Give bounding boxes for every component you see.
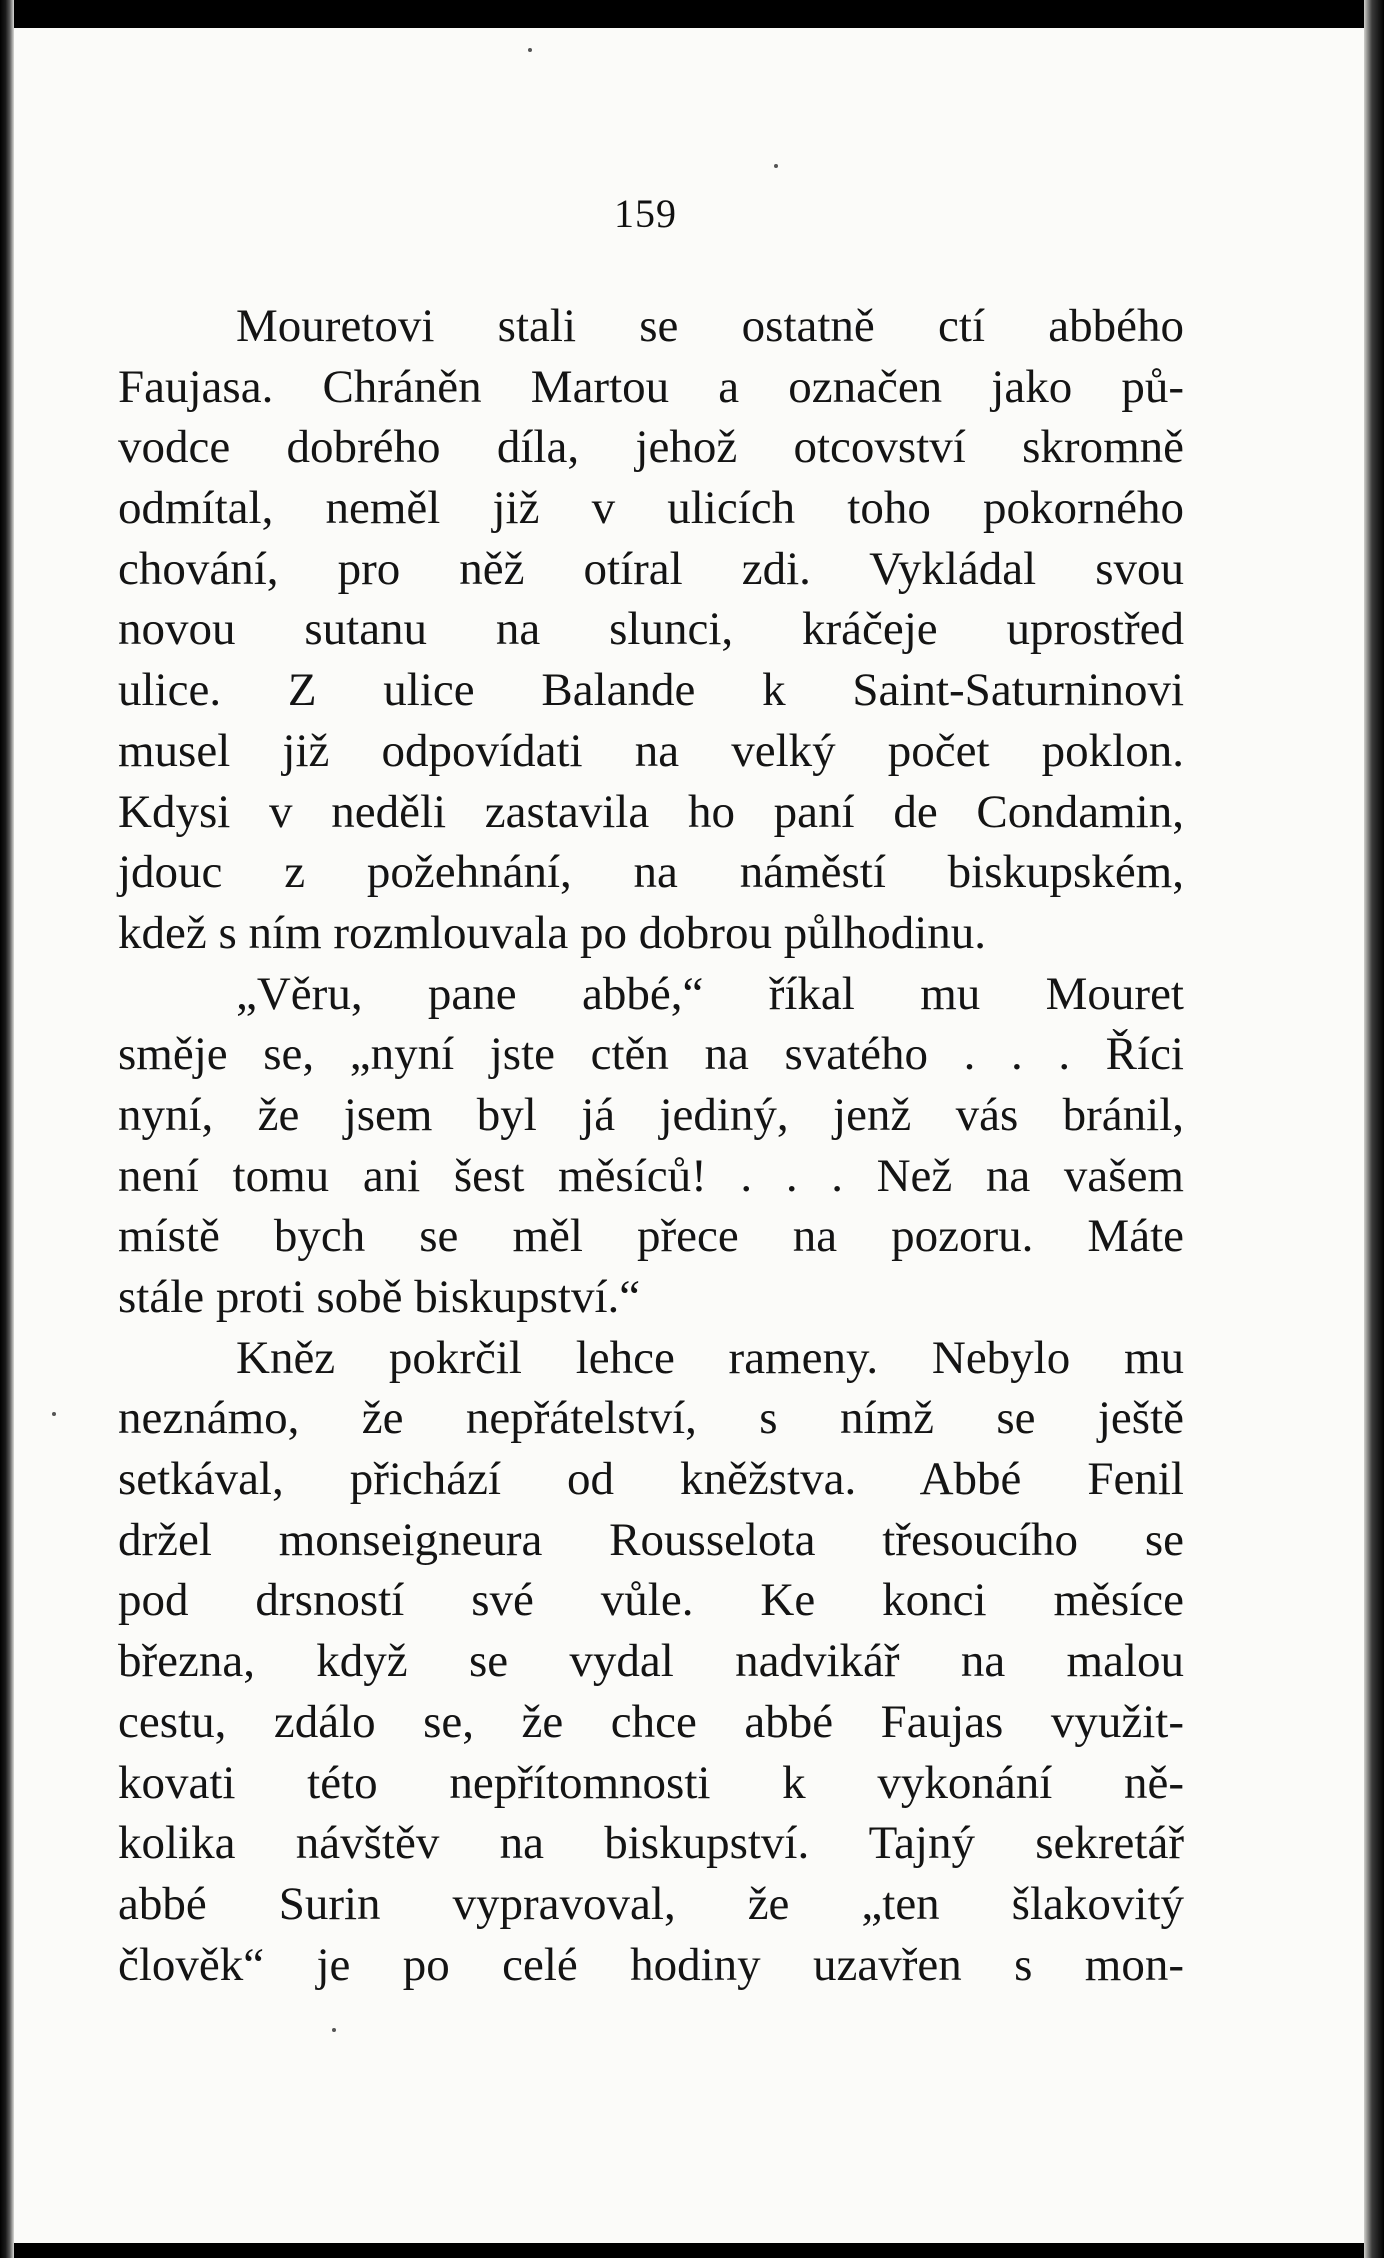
scan-left-edge <box>0 0 14 2258</box>
text-line: jdouc z požehnání, na náměstí biskupském, <box>118 846 1184 899</box>
body-text <box>118 296 1184 1995</box>
text-line: stále proti sobě biskupství.“ <box>118 1271 641 1323</box>
text-line: chování, pro něž otíral zdi. Vykládal svou <box>118 542 1184 595</box>
text-line: „Věru, pane abbé,“ říkal mu Mouret <box>236 967 1184 1020</box>
scan-speck <box>52 1412 56 1416</box>
scan-right-edge <box>1364 0 1384 2258</box>
scan-speck <box>332 2028 336 2032</box>
text-line: ulice. Z ulice Balande k Saint-Saturninovi <box>118 664 1184 717</box>
text-line: odmítal, neměl již v ulicích toho pokorného <box>118 482 1184 535</box>
text-line: vodce dobrého díla, jehož otcovství skromně <box>118 421 1184 474</box>
text-line: Faujasa. Chráněn Martou a označen jako pů- <box>118 360 1184 413</box>
text-line: držel monseigneura Rousselota třesoucího se <box>118 1513 1184 1566</box>
text-line: neznámo, že nepřátelství, s nímž se ještě <box>118 1392 1184 1445</box>
text-line: Mouretovi stali se ostatně ctí abbého <box>236 300 1184 352</box>
text-line: Kdysi v neděli zastavila ho paní de Condamin, <box>118 785 1184 838</box>
text-line: pod drsností své vůle. Ke konci měsíce <box>118 1574 1184 1627</box>
text-line: kovati této nepřítomnosti k vykonání ně- <box>118 1756 1184 1809</box>
text-line: novou sutanu na slunci, kráčeje uprostřed <box>118 603 1184 656</box>
text-line: kolika návštěv na biskupství. Tajný sekretář <box>118 1817 1184 1870</box>
page-number: 159 <box>614 191 677 236</box>
text-line: člověk“ je po celé hodiny uzavřen s mon- <box>118 1938 1184 1991</box>
book-page <box>14 28 1364 2243</box>
text-line: není tomu ani šest měsíců! . . . Než na vašem <box>118 1149 1184 1202</box>
scan-speck <box>774 164 778 168</box>
text-line: abbé Surin vypravoval, že „ten šlakovitý <box>118 1877 1184 1930</box>
text-line: cestu, zdálo se, že chce abbé Faujas využit- <box>118 1695 1184 1748</box>
text-line: nyní, že jsem byl já jediný, jenž vás bránil, <box>118 1088 1184 1141</box>
text-line: směje se, „nyní jste ctěn na svatého . . . Říci <box>118 1028 1184 1081</box>
text-line: místě bych se měl přece na pozoru. Máte <box>118 1210 1184 1263</box>
text-line: musel již odpovídati na velký počet poklon. <box>118 724 1184 777</box>
scan-speck <box>528 48 532 52</box>
text-line: Kněz pokrčil lehce rameny. Nebylo mu <box>236 1331 1184 1384</box>
text-line: setkával, přichází od kněžstva. Abbé Fenil <box>118 1453 1184 1506</box>
text-line: března, když se vydal nadvikář na malou <box>118 1635 1184 1688</box>
text-line: kdež s ním rozmlouvala po dobrou půlhodinu. <box>118 906 987 959</box>
